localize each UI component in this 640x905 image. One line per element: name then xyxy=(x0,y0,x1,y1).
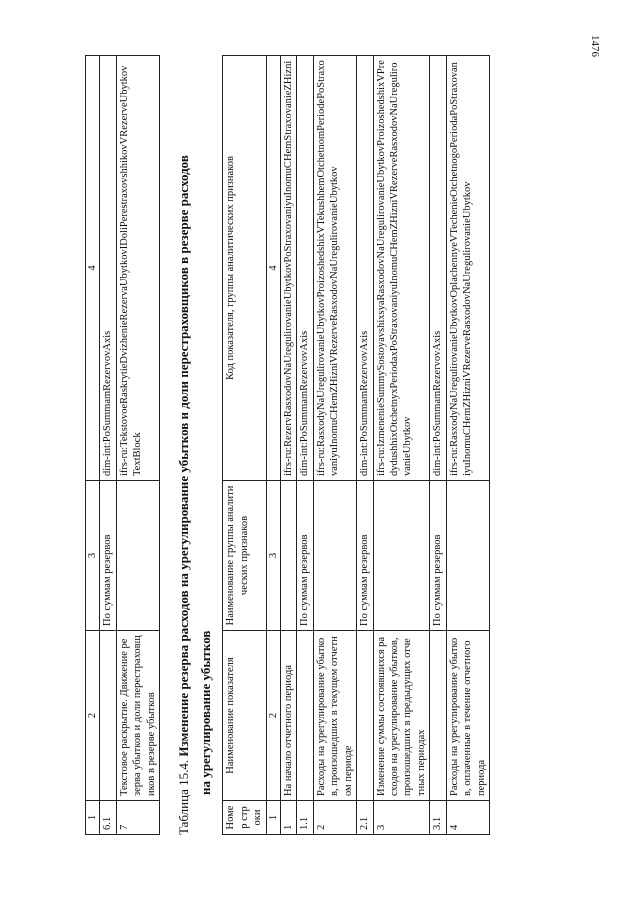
header-cell: Код показателя, группы аналитических признаков xyxy=(223,56,266,481)
group-name: По суммам резервов xyxy=(430,481,446,631)
page-number: 1476 xyxy=(589,35,601,57)
column-number: 2 xyxy=(86,631,100,801)
group-name: По суммам резервов xyxy=(297,481,313,631)
table-row xyxy=(297,56,313,835)
row-number: 1.1 xyxy=(297,801,313,835)
group-name xyxy=(373,481,430,631)
header-cell: Наименование показателя xyxy=(223,631,266,801)
row-number: 6.1 xyxy=(100,801,116,835)
group-name: По суммам резервов xyxy=(357,481,373,631)
indicator-code: ifrs-ru:TekstovoeRaskrytieDvizhenieRezervaUbytkovIDoliPerestraxovshhikovVRezerveUbytkovTextBlock xyxy=(116,56,159,481)
column-number: 4 xyxy=(86,56,100,481)
indicator-code: ifrs-ru:RasxodyNaUregulirovanieUbytkovOplachennyeVTechenieOtchetnogoPeriodaPoStraxovaniyuInomuCHemZHizniVRezerveRasxodovNaUregulirovanieUbytkov xyxy=(446,56,489,481)
indicator-code: dim-int:PoSummamRezervovAxis xyxy=(357,56,373,481)
column-number: 3 xyxy=(266,481,280,631)
indicator-code: ifrs-ru:RezervRasxodovNaUregulirovanieUbytkovPoStraxovaniyuInomuCHemStraxovanieZHizni xyxy=(280,56,296,481)
group-name xyxy=(116,481,159,631)
table-row xyxy=(100,56,116,835)
indicator-name: Изменение суммы состоявшихся расходов на урегулирование убытков, произошедших в предыдущих отчетных периодах xyxy=(373,631,430,801)
row-number: 4 xyxy=(446,801,489,835)
group-name xyxy=(280,481,296,631)
table-row xyxy=(313,56,356,835)
group-name xyxy=(313,481,356,631)
row-number: 1 xyxy=(280,801,296,835)
caption-number: Таблица 15.4. xyxy=(176,759,192,835)
caption-title-continued: на урегулирование убытков xyxy=(198,630,214,795)
row-number: 7 xyxy=(116,801,159,835)
header-cell: Номер строки xyxy=(223,801,266,835)
indicator-code: ifrs-ru:IzmenenieSummySostoyavshixsyaRasxodovNaUregulirovanieUbytkovProizoshedshixVPredydushhixOtchetnyxPeriodaxPoStraxovaniyuInomuCHemZHizniVRezerveRasxodovNaUregulirovanieUbytkov xyxy=(373,56,430,481)
row-number: 2 xyxy=(313,801,356,835)
main-table xyxy=(222,55,490,835)
indicator-name: На начало отчетного периода xyxy=(280,631,296,801)
indicator-name: Текстовое раскрытие. Движение резерва убытков и доли перестраховщиков в резерве убытков xyxy=(116,631,159,801)
header-cell: Наименование группы аналитических признаков xyxy=(223,481,266,631)
caption-title: Изменение резерва расходов на урегулирование убытков и доли перестраховщиков в резерве расходов xyxy=(176,155,192,757)
column-number: 3 xyxy=(86,481,100,631)
header-row xyxy=(223,56,266,835)
column-number: 4 xyxy=(266,56,280,481)
indicator-code: dim-int:PoSummamRezervovAxis xyxy=(297,56,313,481)
continued-table xyxy=(85,55,160,835)
indicator-name xyxy=(297,631,313,801)
row-number: 2.1 xyxy=(357,801,373,835)
indicator-code: dim-int:PoSummamRezervovAxis xyxy=(430,56,446,481)
table-caption xyxy=(176,55,192,835)
indicator-code: ifrs-ru:RasxodyNaUregulirovanieUbytkovProizoshedshixVTekushhemOtchetnomPeriodePoStraxovaniyuInomuCHemZHizniVRezerveRasxodovNaUregulirovanieUbytkov xyxy=(313,56,356,481)
row-number: 3.1 xyxy=(430,801,446,835)
column-number-row xyxy=(266,56,280,835)
column-number: 2 xyxy=(266,631,280,801)
table-row xyxy=(116,56,159,835)
table-row xyxy=(280,56,296,835)
indicator-name xyxy=(430,631,446,801)
page-content xyxy=(85,55,490,835)
indicator-name: Расходы на урегулирование убытков, произошедших в текущем отчетном периоде xyxy=(313,631,356,801)
indicator-name xyxy=(357,631,373,801)
table-row xyxy=(357,56,373,835)
indicator-name: Расходы на урегулирование убытков, оплаченные в течение отчетного периода xyxy=(446,631,489,801)
table-row xyxy=(430,56,446,835)
table-row xyxy=(373,56,430,835)
indicator-name xyxy=(100,631,116,801)
indicator-code: dim-int:PoSummamRezervovAxis xyxy=(100,56,116,481)
column-number: 1 xyxy=(266,801,280,835)
table-row xyxy=(446,56,489,835)
row-number: 3 xyxy=(373,801,430,835)
column-number: 1 xyxy=(86,801,100,835)
group-name: По суммам резервов xyxy=(100,481,116,631)
column-number-row xyxy=(86,56,100,835)
group-name xyxy=(446,481,489,631)
